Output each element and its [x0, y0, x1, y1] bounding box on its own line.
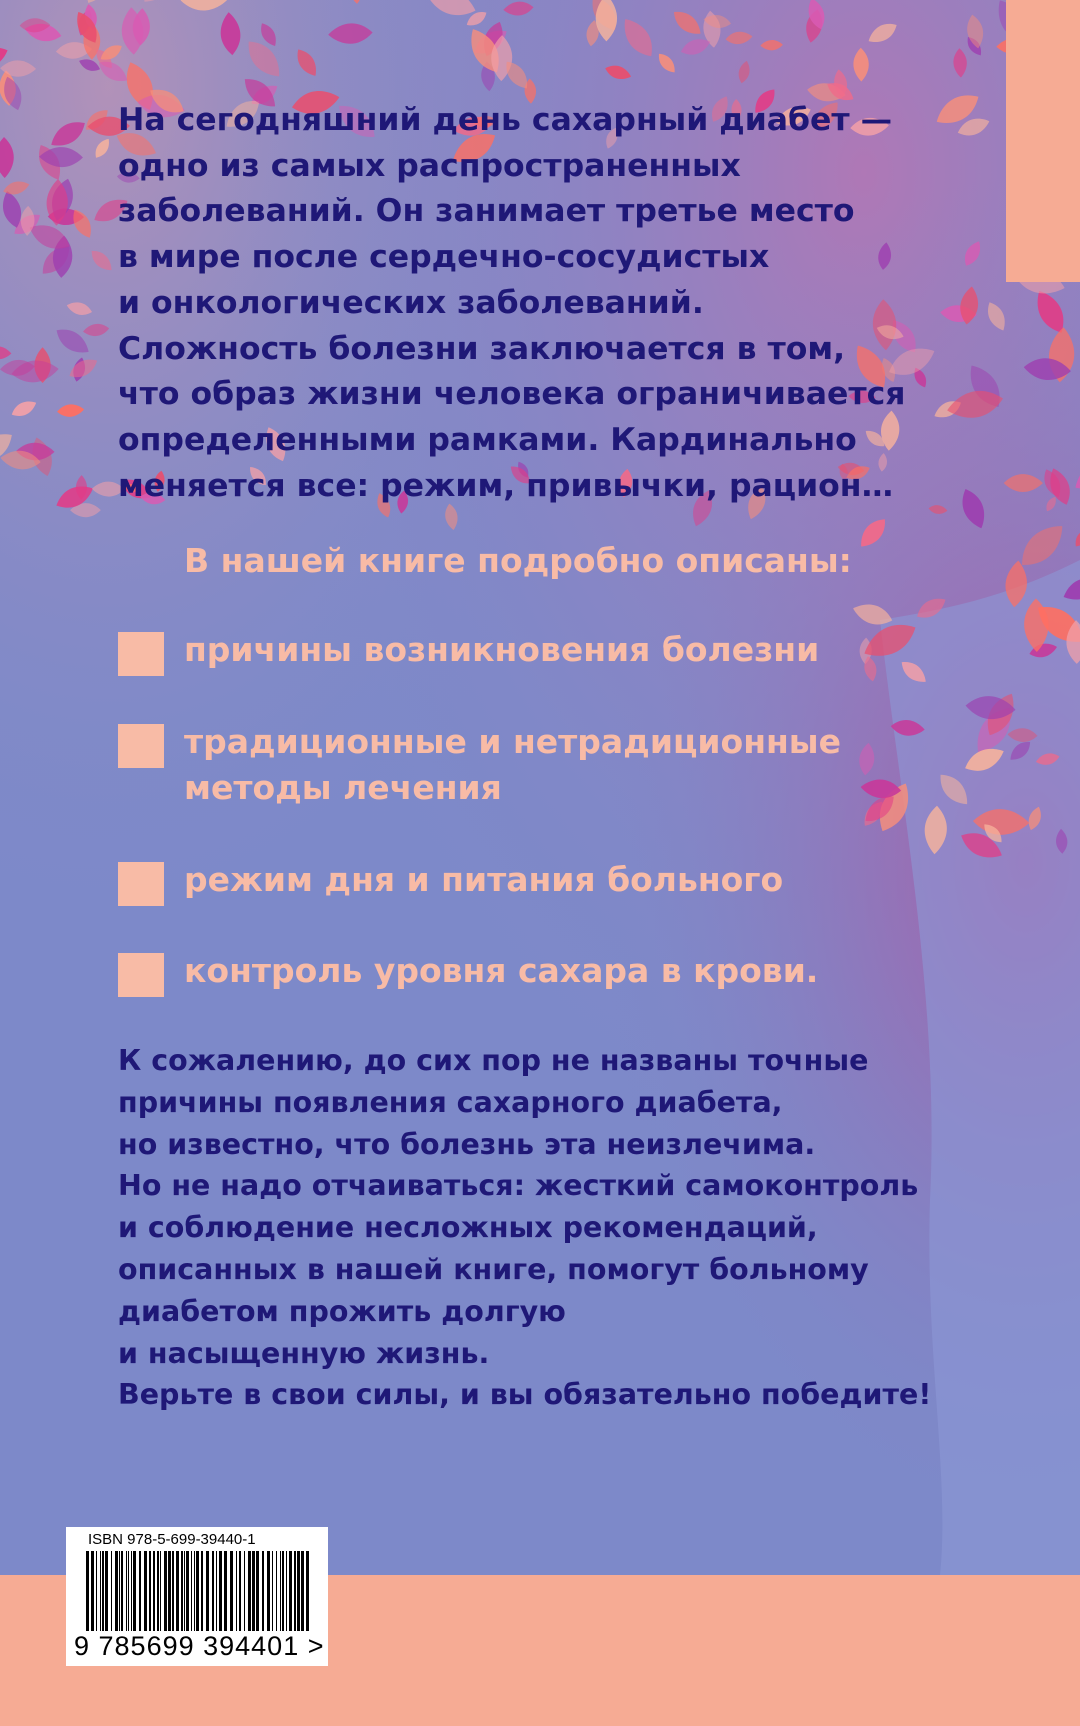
- barcode-bar: [301, 1551, 304, 1631]
- barcode-bar: [236, 1551, 237, 1631]
- isbn-label: ISBN 978-5-699-39440-1: [88, 1531, 256, 1548]
- barcode-bar: [119, 1551, 120, 1631]
- barcode-bar: [100, 1551, 101, 1631]
- cover-tab: [1006, 0, 1080, 282]
- barcode-bar: [111, 1551, 112, 1631]
- list-item-text: [184, 948, 818, 994]
- outro-line: К сожалению, до сих пор не названы точные: [118, 1044, 869, 1077]
- barcode-bar: [201, 1551, 203, 1639]
- barcode-bar: [191, 1551, 192, 1631]
- list-item-line: режим дня и питания больного: [184, 860, 784, 899]
- barcode-bar: [128, 1551, 129, 1631]
- barcode-bar: [219, 1551, 222, 1631]
- barcode-bar: [168, 1551, 171, 1631]
- outro-line: описанных в нашей книге, помогут больному: [118, 1252, 869, 1286]
- barcode-bar: [133, 1551, 136, 1631]
- barcode-bar: [86, 1551, 89, 1639]
- intro-line: одно из самых распространенных: [118, 147, 741, 184]
- outro-line: диабетом прожить долгую: [118, 1294, 566, 1328]
- barcode-digits: 9 785699 394401 >: [74, 1631, 325, 1661]
- bullet-square-icon: [118, 724, 164, 768]
- list-item-line: методы лечения: [184, 768, 502, 807]
- outro-line: но известно, что болезнь эта неизлечима.: [118, 1127, 816, 1161]
- barcode-bar: [297, 1551, 300, 1631]
- bullet-square-icon: [118, 953, 164, 997]
- list-item-line: контроль уровня сахара в крови.: [184, 951, 819, 990]
- barcode-bar: [186, 1551, 189, 1631]
- intro-line: меняется все: режим, привычки, рацион…: [118, 467, 894, 504]
- intro-line: и онкологических заболеваний.: [118, 284, 704, 321]
- barcode-bar: [126, 1551, 127, 1631]
- barcode-bar: [181, 1551, 183, 1631]
- barcode-bars: [84, 1551, 316, 1639]
- barcode-bar: [252, 1551, 255, 1631]
- barcode-bar: [105, 1551, 108, 1631]
- barcode-bar: [160, 1551, 161, 1631]
- barcode-bar: [121, 1551, 123, 1631]
- barcode-bar: [294, 1551, 296, 1631]
- outro-line: Верьте в свои силы, и вы обязательно победите!: [118, 1378, 932, 1412]
- barcode-bar: [289, 1551, 292, 1631]
- barcode-bar: [306, 1551, 309, 1631]
- barcode-bar: [139, 1551, 141, 1631]
- barcode-bar: [256, 1551, 259, 1631]
- intro-line: определенными рамками. Кардинально: [118, 421, 857, 458]
- intro-line: что образ жизни человека ограничивается: [118, 376, 906, 413]
- barcode-bar: [206, 1551, 209, 1631]
- barcode-bar: [282, 1551, 284, 1631]
- barcode-bar: [131, 1551, 132, 1631]
- barcode-bar: [115, 1551, 118, 1631]
- list-item-line: причины возникновения болезни: [184, 630, 820, 669]
- list-item-line: традиционные и нетрадиционные: [184, 722, 842, 761]
- barcode-bar: [248, 1551, 251, 1631]
- barcode-bar: [216, 1551, 217, 1631]
- barcode-bar: [91, 1551, 94, 1639]
- barcode-bar: [244, 1551, 245, 1631]
- barcode-bar: [176, 1551, 179, 1631]
- barcode-bar: [196, 1551, 199, 1631]
- barcode-bar: [102, 1551, 104, 1631]
- intro-line: заболеваний. Он занимает третье место: [118, 193, 855, 230]
- barcode-bar: [272, 1551, 273, 1631]
- intro-line: На сегодняшний день сахарный диабет —: [118, 102, 893, 138]
- barcode-bar: [286, 1551, 287, 1631]
- barcode-bar: [96, 1551, 97, 1631]
- barcode-bar: [144, 1551, 147, 1631]
- barcode-bar: [276, 1551, 277, 1631]
- outro-line: причины появления сахарного диабета,: [118, 1085, 783, 1119]
- barcode-bar: [172, 1551, 174, 1631]
- barcode-bar: [194, 1551, 195, 1631]
- barcode-bar: [239, 1551, 241, 1631]
- list-title: В нашей книге подробно описаны:: [184, 541, 852, 580]
- barcode-bar: [149, 1551, 151, 1631]
- outro-line: и насыщенную жизнь.: [118, 1336, 490, 1370]
- barcode-bar: [230, 1551, 233, 1631]
- barcode-bar: [262, 1551, 264, 1631]
- intro-line: Сложность болезни заключается в том,: [118, 330, 846, 367]
- barcode-bar: [157, 1551, 159, 1631]
- outro-line: Но не надо отчаиваться: жесткий самоконтроль: [118, 1169, 919, 1203]
- isbn-barcode: [66, 1527, 328, 1666]
- barcode-bar: [164, 1551, 167, 1631]
- barcode-bar: [267, 1551, 270, 1631]
- barcode-bar: [153, 1551, 155, 1631]
- barcode-bar: [184, 1551, 185, 1631]
- bullet-square-icon: [118, 862, 164, 906]
- intro-paragraph: [118, 98, 968, 509]
- bullet-square-icon: [118, 632, 164, 676]
- barcode-bar: [212, 1551, 214, 1631]
- barcode-bar: [224, 1551, 227, 1631]
- list-item-text: [184, 857, 783, 903]
- list-item-text: [184, 627, 819, 673]
- list-item-text: [184, 719, 841, 811]
- barcode-bar: [280, 1551, 281, 1631]
- outro-line: и соблюдение несложных рекомендаций,: [118, 1211, 818, 1245]
- intro-line: в мире после сердечно-сосудистых: [118, 239, 770, 276]
- closing-paragraph: [118, 1040, 1018, 1416]
